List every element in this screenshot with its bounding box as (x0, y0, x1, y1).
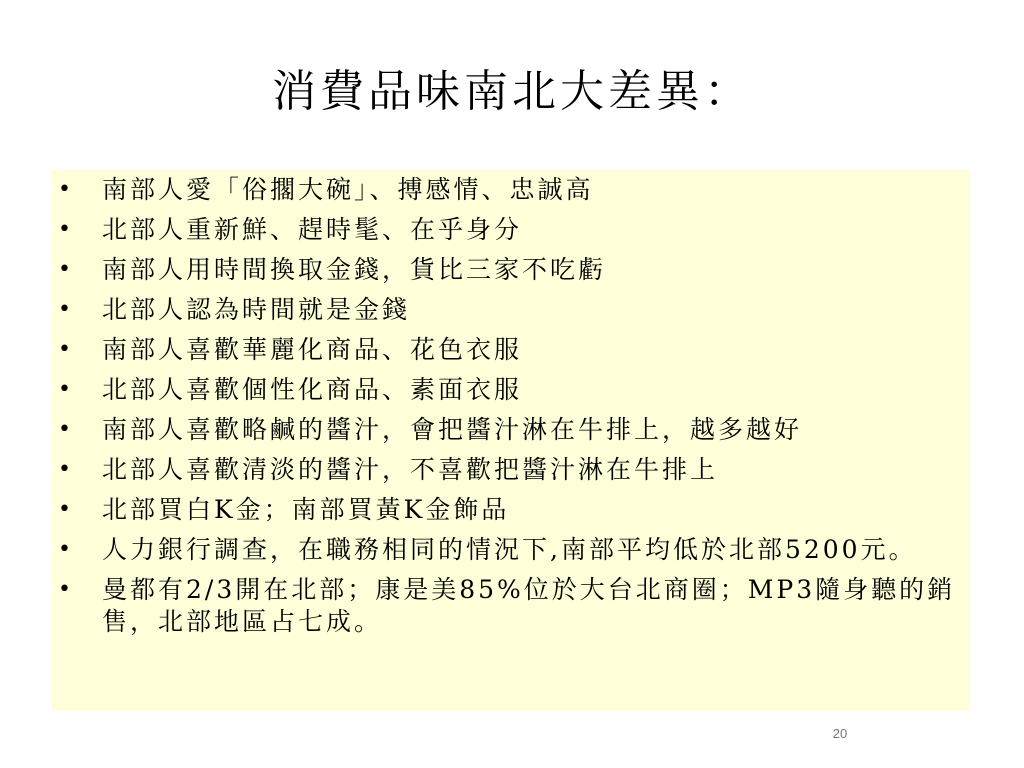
bullet-text: 南部人用時間換取金錢，貨比三家不吃虧 (102, 255, 607, 284)
bullet-text: 人力銀行調查，在職務相同的情況下,南部平均低於北部5200元。 (102, 535, 917, 564)
bullet-icon: • (58, 217, 74, 242)
bullet-item (52, 294, 970, 326)
bullet-item (52, 494, 970, 526)
bullet-item (52, 414, 970, 446)
bullet-item (52, 254, 970, 286)
bullet-item (52, 214, 970, 246)
bullet-icon: • (58, 417, 74, 442)
bullet-icon: • (58, 377, 74, 402)
bullet-item (52, 454, 970, 486)
bullet-item (52, 534, 970, 566)
bullet-text: 北部人喜歡個性化商品、素面衣服 (102, 375, 523, 404)
bullet-item (52, 374, 970, 406)
bullet-list (52, 174, 970, 646)
bullet-text: 南部人喜歡略鹹的醬汁，會把醬汁淋在牛排上，越多越好 (102, 415, 803, 444)
bullet-text: 北部人重新鮮、趕時髦、在乎身分 (102, 215, 523, 244)
content-box (52, 170, 970, 711)
bullet-icon: • (58, 297, 74, 322)
bullet-text: 北部人認為時間就是金錢 (102, 295, 411, 324)
bullet-text: 南部人喜歡華麗化商品、花色衣服 (102, 335, 523, 364)
bullet-icon: • (58, 337, 74, 362)
bullet-icon: • (58, 257, 74, 282)
bullet-icon: • (58, 537, 74, 562)
bullet-text: 北部人喜歡清淡的醬汁，不喜歡把醬汁淋在牛排上 (102, 455, 719, 484)
bullet-text: 南部人愛「俗擱大碗」、搏感情、忠誠高 (102, 175, 594, 204)
bullet-icon: • (58, 577, 74, 602)
bullet-icon: • (58, 457, 74, 482)
bullet-item (52, 334, 970, 366)
bullet-item (52, 574, 970, 638)
bullet-text: 北部買白K金；南部買黃K金飾品 (102, 495, 510, 524)
bullet-icon: • (58, 497, 74, 522)
bullet-icon: • (58, 177, 74, 202)
page-number: 20 (832, 726, 848, 741)
bullet-item (52, 174, 970, 206)
bullet-text: 曼都有2/3開在北部；康是美85%位於大台北商圈；MP3隨身聽的銷售，北部地區占七成。 (102, 575, 956, 636)
slide-title: 消費品味南北大差異： (272, 66, 752, 117)
